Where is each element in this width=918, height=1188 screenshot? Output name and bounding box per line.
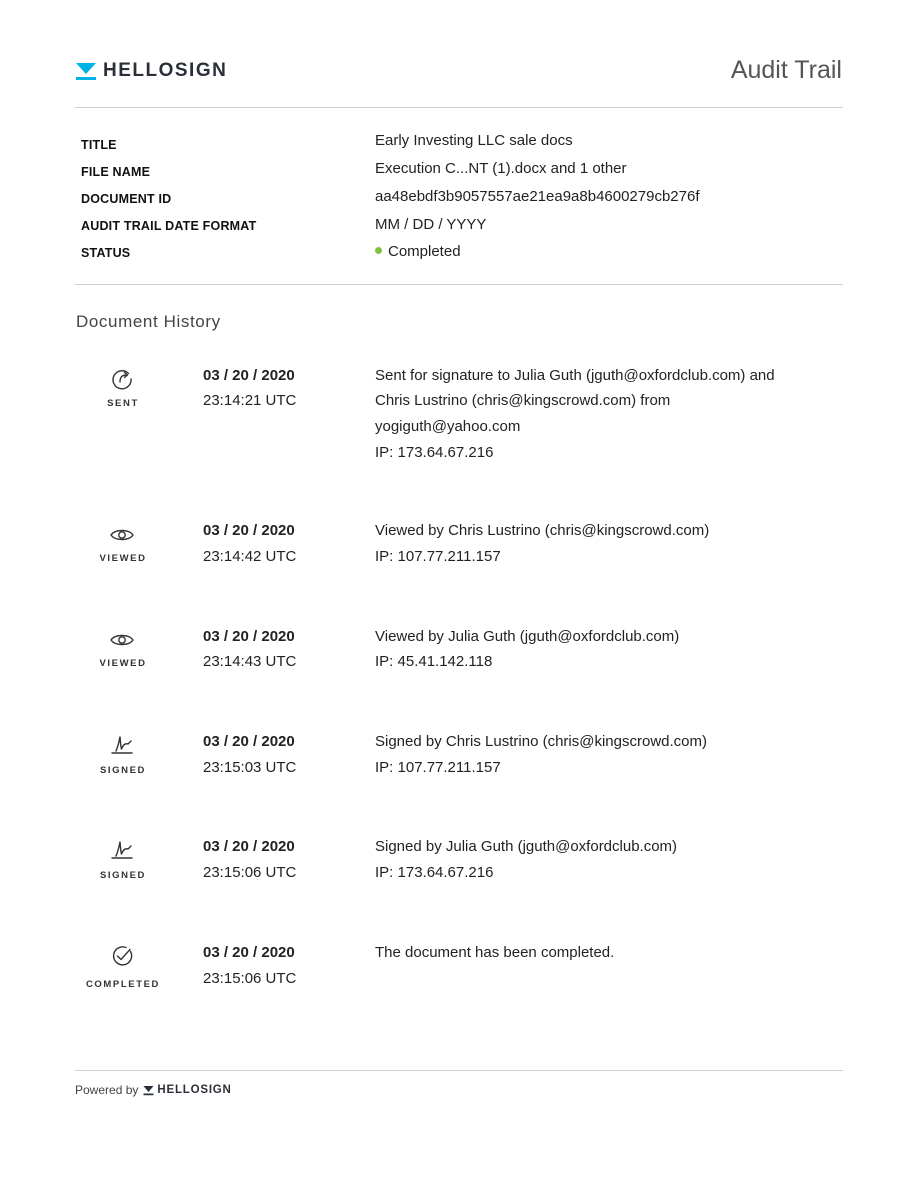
event-time: 23:15:06 UTC: [203, 970, 297, 987]
event-detail-line: The document has been completed.: [375, 944, 615, 961]
hellosign-logo: [75, 58, 227, 84]
event-detail-line: IP: 45.41.142.118: [375, 653, 493, 670]
event-date: 03 / 20 / 2020: [203, 628, 295, 645]
event-detail-line: Viewed by Chris Lustrino (chris@kingscrowd.com): [375, 522, 710, 539]
info-label-title: TITLE: [81, 138, 117, 152]
event-type-label: SIGNED: [99, 870, 147, 881]
event-type-label: VIEWED: [99, 658, 147, 669]
eye-icon: [108, 626, 136, 654]
info-value-file-name: Execution C...NT (1).docx and 1 other: [375, 160, 627, 177]
status-text: Completed: [388, 243, 461, 260]
event-detail-line: Signed by Julia Guth (jguth@oxfordclub.com): [375, 838, 678, 855]
event-type-label: SENT: [107, 398, 139, 409]
event-detail-line: Viewed by Julia Guth (jguth@oxfordclub.com): [375, 628, 680, 645]
event-detail-line: IP: 107.77.211.157: [375, 548, 501, 565]
eye-icon: [108, 521, 136, 549]
event-date: 03 / 20 / 2020: [203, 733, 295, 750]
event-date: 03 / 20 / 2020: [203, 944, 295, 961]
footer: [75, 1083, 232, 1097]
hellosign-logo-icon: [75, 60, 97, 82]
brand-name: HELLOSIGN: [103, 60, 228, 81]
event-type-label: COMPLETED: [85, 979, 161, 990]
event-detail-line: yogiguth@yahoo.com: [375, 418, 521, 435]
page-title: Audit Trail: [730, 56, 842, 84]
signature-icon: [108, 836, 136, 864]
event-time: 23:15:03 UTC: [203, 759, 297, 776]
sent-icon: [108, 365, 136, 393]
info-value-date-format: MM / DD / YYYY: [375, 216, 487, 233]
event-type-label: SIGNED: [99, 765, 147, 776]
info-value-document-id: aa48ebdf3b9057557ae21ea9a8b4600279cb276f: [375, 188, 700, 205]
event-time: 23:14:43 UTC: [203, 653, 297, 670]
event-date: 03 / 20 / 2020: [203, 838, 295, 855]
event-detail-line: Signed by Chris Lustrino (chris@kingscrowd.com): [375, 733, 708, 750]
signature-icon: [108, 731, 136, 759]
status-dot: [375, 247, 382, 254]
divider: [75, 107, 843, 108]
event-time: 23:15:06 UTC: [203, 864, 297, 881]
info-value-title: Early Investing LLC sale docs: [375, 132, 573, 149]
hellosign-logo-icon: [143, 1085, 154, 1096]
event-detail-line: Chris Lustrino (chris@kingscrowd.com) from: [375, 392, 671, 409]
check-circle-icon: [108, 942, 136, 970]
info-value-status: [375, 243, 461, 260]
event-time: 23:14:42 UTC: [203, 548, 297, 565]
event-detail-line: Sent for signature to Julia Guth (jguth@oxfordclub.com) and: [375, 367, 775, 384]
divider: [75, 284, 843, 285]
event-date: 03 / 20 / 2020: [203, 522, 295, 539]
info-label-document-id: DOCUMENT ID: [81, 192, 172, 206]
info-label-file-name: FILE NAME: [81, 165, 151, 179]
event-detail-line: IP: 173.64.67.216: [375, 864, 494, 881]
event-detail-line: IP: 173.64.67.216: [375, 444, 494, 461]
event-type-label: VIEWED: [99, 553, 147, 564]
event-date: 03 / 20 / 2020: [203, 367, 295, 384]
event-detail-line: IP: 107.77.211.157: [375, 759, 501, 776]
info-label-status: STATUS: [81, 246, 131, 260]
divider: [75, 1070, 843, 1071]
document-history-title: Document History: [76, 312, 221, 331]
event-time: 23:14:21 UTC: [203, 392, 297, 409]
info-label-date-format: AUDIT TRAIL DATE FORMAT: [81, 219, 257, 233]
powered-by-text: Powered by: [75, 1083, 139, 1097]
footer-brand-name: HELLOSIGN: [157, 1084, 232, 1096]
